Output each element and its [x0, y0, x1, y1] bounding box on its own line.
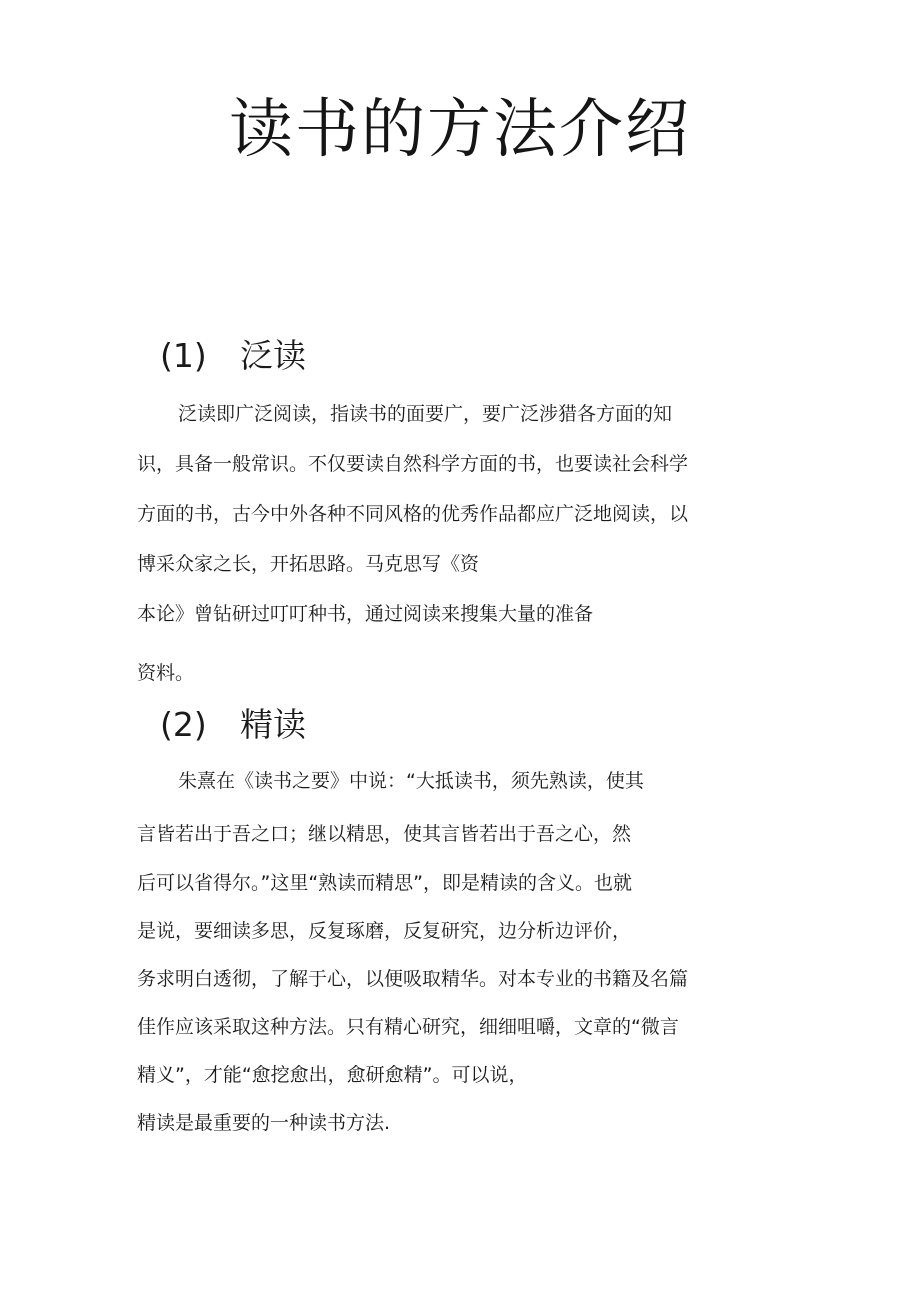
section-heading-fandu — [160, 336, 306, 376]
paragraph-line: 资料。 — [137, 662, 195, 684]
paragraph-line: 精读是最重要的一种读书方法. — [137, 1112, 391, 1134]
paragraph-line: 识，具备一般常识。不仅要读自然科学方面的书，也要读社会科学 — [137, 453, 689, 475]
section-number: (1) — [160, 336, 207, 375]
paragraph-line: 务求明白透彻，了解于心，以便吸取精华。对本专业的书籍及名篇 — [137, 968, 689, 990]
section-title: 精读 — [240, 705, 306, 744]
paragraph-line: 佳作应该采取这种方法。只有精心研究，细细咀嚼，文章的“微言 — [137, 1016, 679, 1038]
paragraph-line: 后可以省得尔。”这里“熟读而精思”，即是精读的含义。也就 — [137, 872, 633, 894]
paragraph-line: 是说，要细读多思，反复琢磨，反复研究，边分析边评价， — [137, 920, 632, 942]
paragraph-line: 泛读即广泛阅读，指读书的面要广，要广泛涉猎各方面的知 — [178, 403, 673, 425]
section-heading-jingdu — [160, 705, 306, 745]
paragraph-line: 朱熹在《读书之要》中说：“大抵读书，须先熟读，使其 — [178, 770, 644, 792]
section-title: 泛读 — [240, 336, 306, 375]
paragraph-line: 精义”，才能“愈挖愈出，愈研愈精”。可以说， — [137, 1064, 528, 1086]
paragraph-line: 博采众家之长，开拓思路。马克思写《资 — [137, 553, 480, 575]
paragraph-line: 本论》曾钻研过叮叮种书，通过阅读来搜集大量的准备 — [137, 603, 594, 625]
paragraph-line: 方面的书，古今中外各种不同风格的优秀作品都应广泛地阅读，以 — [137, 503, 689, 525]
section-number: (2) — [160, 705, 207, 744]
paragraph-line: 言皆若出于吾之口；继以精思，使其言皆若出于吾之心，然 — [137, 823, 632, 845]
page-title: 读书的方法介绍 — [229, 93, 691, 167]
